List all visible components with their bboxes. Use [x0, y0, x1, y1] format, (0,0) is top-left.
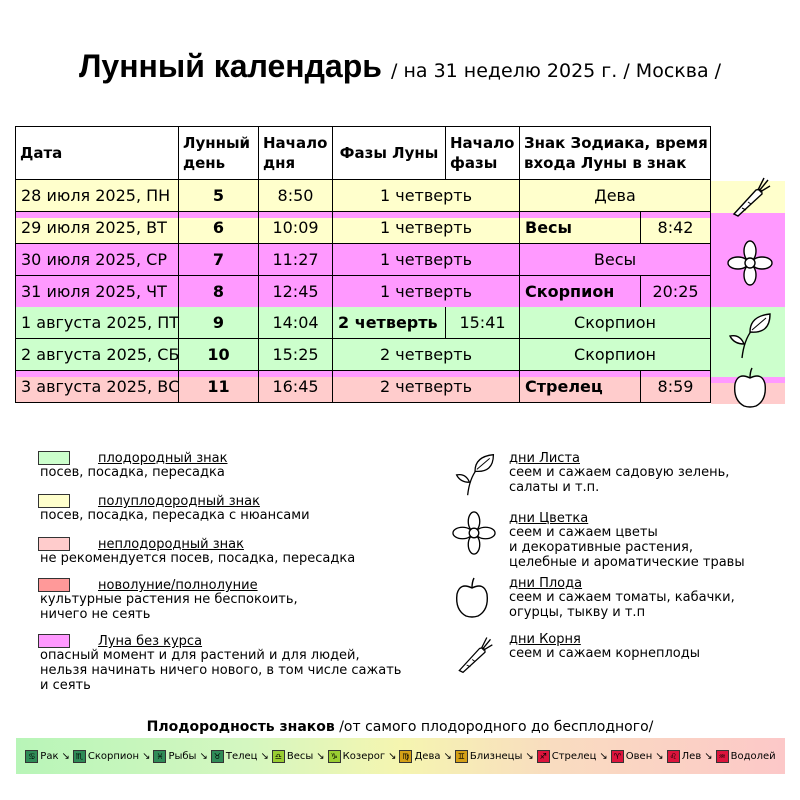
legend-swatch: [38, 451, 70, 465]
cell-zodiac: Дева: [520, 180, 711, 212]
cell-lunar-day: 8: [179, 276, 259, 308]
apple-icon: [452, 576, 498, 622]
cell-day-start: 16:45: [259, 371, 333, 403]
cell-zodiac-time: 8:42: [641, 212, 711, 244]
cell-day-start: 10:09: [259, 212, 333, 244]
zodiac-name: Лев: [681, 750, 702, 762]
zodiac-symbol-icon: ♏: [73, 750, 86, 763]
page-title: [0, 48, 800, 85]
zodiac-name: Телец: [225, 750, 258, 762]
day-type-desc: сеем и сажаем корнеплоды: [509, 646, 700, 661]
leaf-icon: [726, 310, 774, 360]
zodiac-name: Овен: [625, 750, 653, 762]
cell-zodiac-time: 8:59: [641, 371, 711, 403]
cell-day-start: 15:25: [259, 339, 333, 371]
table-row: [15, 244, 711, 276]
header-phase: Фазы Луны: [333, 126, 446, 180]
leaf-icon: [452, 451, 498, 497]
fertility-bar: [16, 738, 785, 774]
legend-swatch: [38, 578, 70, 592]
zodiac-sign: [537, 750, 597, 763]
table-row: [15, 212, 711, 244]
header-lunar-day: Лунный день: [179, 126, 259, 180]
cell-zodiac: Скорпион: [520, 339, 711, 371]
legend-swatch: [38, 634, 70, 648]
legend-desc: не рекомендуется посев, посадка, пересадка: [40, 551, 356, 566]
arrow-icon: ↘: [655, 750, 664, 762]
day-type-label: дни Плода: [509, 576, 583, 591]
header-day-start: Начало дня: [259, 126, 333, 180]
zodiac-sign: [211, 750, 258, 763]
title-sub: / на 31 неделю 2025 г. / Москва /: [391, 60, 722, 82]
cell-phase: 2 четверть: [333, 339, 520, 371]
zodiac-symbol-icon: ♒: [716, 750, 729, 763]
table-row: [15, 180, 711, 212]
arrow-icon: ↘: [61, 750, 70, 762]
arrow-icon: ↘: [704, 750, 713, 762]
cell-zodiac: Скорпион: [520, 276, 641, 308]
cell-lunar-day: 10: [179, 339, 259, 371]
zodiac-sign: [399, 750, 440, 763]
arrow-icon: ↘: [443, 750, 452, 762]
zodiac-symbol-icon: ♉: [211, 750, 224, 763]
arrow-icon: ↘: [142, 750, 151, 762]
zodiac-symbol-icon: ♎: [272, 750, 285, 763]
cell-lunar-day: 11: [179, 371, 259, 403]
day-type-label: дни Цветка: [509, 511, 589, 526]
cell-date: 3 августа 2025, ВС: [15, 371, 179, 403]
zodiac-symbol-icon: ♐: [537, 750, 550, 763]
table-row: [15, 307, 711, 339]
arrow-icon: ↘: [599, 750, 608, 762]
arrow-icon: ↘: [525, 750, 534, 762]
legend-label: плодородный знак: [98, 451, 228, 466]
legend-swatch: [38, 537, 70, 551]
cell-phase: 2 четверть: [333, 307, 446, 339]
day-type-desc: сеем и сажаем цветы и декоративные растения, целебные и ароматические травы: [509, 525, 745, 570]
legend-label: полуплодородный знак: [98, 494, 260, 509]
apple-icon: [730, 366, 770, 410]
cell-zodiac: Скорпион: [520, 307, 711, 339]
header-zodiac: Знак Зодиака, время входа Луны в знак: [520, 126, 711, 180]
table-row: [15, 276, 711, 308]
cell-zodiac: Весы: [520, 244, 711, 276]
zodiac-sign: [73, 750, 139, 763]
cell-zodiac: Стрелец: [520, 371, 641, 403]
zodiac-symbol-icon: ♊: [455, 750, 468, 763]
legend-desc: опасный момент и для растений и для людей, нельзя начинать ничего нового, в том числе сажать и сеять: [40, 648, 402, 693]
zodiac-symbol-icon: ♈: [611, 750, 624, 763]
cell-date: 30 июля 2025, СР: [15, 244, 179, 276]
zodiac-name: Водолей: [730, 750, 776, 762]
arrow-icon: ↘: [199, 750, 208, 762]
cell-phase: 1 четверть: [333, 244, 520, 276]
zodiac-symbol-icon: ♑: [328, 750, 341, 763]
cell-date: 28 июля 2025, ПН: [15, 180, 179, 212]
zodiac-symbol-icon: ♍: [399, 750, 412, 763]
legend-desc: посев, посадка, пересадка: [40, 465, 225, 480]
table-row: [15, 371, 711, 403]
cell-day-start: 11:27: [259, 244, 333, 276]
zodiac-sign: [455, 750, 522, 763]
cell-lunar-day: 6: [179, 212, 259, 244]
header-phase-start: Начало фазы: [446, 126, 520, 180]
arrow-icon: ↘: [316, 750, 325, 762]
day-type-desc: сеем и сажаем томаты, кабачки, огурцы, тыкву и т.п: [509, 590, 735, 620]
zodiac-sign: [667, 750, 702, 763]
cell-date: 1 августа 2025, ПТ: [15, 307, 179, 339]
legend-label: Луна без курса: [98, 634, 203, 649]
day-type-label: дни Листа: [509, 451, 580, 466]
cell-day-start: 8:50: [259, 180, 333, 212]
zodiac-symbol-icon: ♋: [25, 750, 38, 763]
cell-phase: 1 четверть: [333, 212, 520, 244]
zodiac-name: Рыбы: [168, 750, 197, 762]
zodiac-sign: [272, 750, 313, 763]
fertility-title: Плодородность знаков /от самого плодородного до бесплодного/: [146, 719, 654, 735]
cell-zodiac-time: 20:25: [641, 276, 711, 308]
zodiac-symbol-icon: ♓: [153, 750, 166, 763]
flower-icon: [727, 240, 773, 286]
zodiac-name: Дева: [414, 750, 441, 762]
day-type-label: дни Корня: [509, 632, 581, 647]
cell-lunar-day: 5: [179, 180, 259, 212]
arrow-icon: ↘: [388, 750, 397, 762]
cell-phase: 2 четверть: [333, 371, 520, 403]
legend-label: новолуние/полнолуние: [98, 578, 258, 593]
flower-icon: [452, 511, 498, 557]
cell-phase: 1 четверть: [333, 276, 520, 308]
zodiac-sign: [25, 750, 58, 763]
cell-day-start: 12:45: [259, 276, 333, 308]
zodiac-name: Весы: [286, 750, 314, 762]
zodiac-name: Рак: [40, 750, 59, 762]
cell-lunar-day: 7: [179, 244, 259, 276]
cell-date: 31 июля 2025, ЧТ: [15, 276, 179, 308]
carrot-icon: [726, 172, 774, 220]
legend-label: неплодородный знак: [98, 537, 244, 552]
cell-day-start: 14:04: [259, 307, 333, 339]
zodiac-name: Козерог: [342, 750, 386, 762]
legend-swatch: [38, 494, 70, 508]
zodiac-name: Скорпион: [87, 750, 140, 762]
cell-lunar-day: 9: [179, 307, 259, 339]
cell-phase: 1 четверть: [333, 180, 520, 212]
carrot-icon: [452, 632, 498, 678]
arrow-icon: ↘: [260, 750, 269, 762]
cell-date: 29 июля 2025, ВТ: [15, 212, 179, 244]
header-date: Дата: [15, 126, 179, 180]
table-row: [15, 339, 711, 371]
zodiac-name: Стрелец: [551, 750, 597, 762]
cell-phase-time: 15:41: [446, 307, 520, 339]
day-type-desc: сеем и сажаем садовую зелень, салаты и т.п.: [509, 465, 730, 495]
zodiac-sign: [716, 750, 776, 763]
cell-date: 2 августа 2025, СБ: [15, 339, 179, 371]
zodiac-symbol-icon: ♌: [667, 750, 680, 763]
zodiac-sign: [611, 750, 652, 763]
zodiac-name: Близнецы: [469, 750, 523, 762]
title-main: Лунный календарь: [78, 48, 382, 84]
zodiac-sign: [328, 750, 385, 763]
legend-desc: культурные растения не беспокоить, ничего не сеять: [40, 592, 298, 622]
zodiac-sign: [153, 750, 196, 763]
cell-zodiac: Весы: [520, 212, 641, 244]
legend-desc: посев, посадка, пересадка с нюансами: [40, 508, 310, 523]
